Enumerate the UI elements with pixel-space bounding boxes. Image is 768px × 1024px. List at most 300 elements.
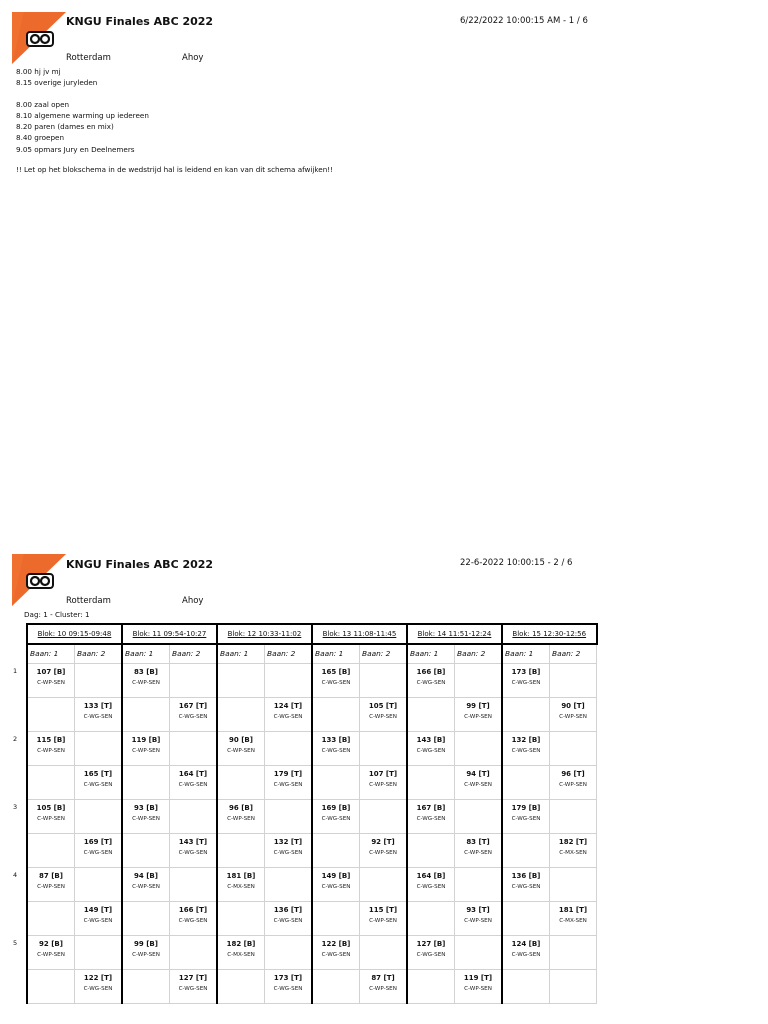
entry-cell [27, 731, 75, 765]
empty-cell [217, 969, 265, 1003]
block-header [502, 624, 597, 644]
lane-header: Baan: 2 [550, 644, 597, 663]
entry-number: 165 [T] [83, 769, 113, 778]
entry-number: 115 [T] [368, 905, 398, 914]
entry-number: 119 [B] [131, 735, 161, 744]
empty-cell [550, 935, 597, 969]
entry-number: 92 [T] [371, 837, 395, 846]
entry-cell [217, 799, 265, 833]
block-header-label: Blok: 13 11:08-11:45 [322, 630, 397, 638]
entry-number: 92 [B] [39, 939, 63, 948]
day-cluster-label: Dag: 1 - Cluster: 1 [24, 610, 90, 619]
empty-cell [122, 697, 170, 731]
round-number-cell [13, 765, 27, 799]
entry-category: C-WG-SEN [178, 713, 208, 720]
round-row-t [13, 765, 597, 799]
entry-category: C-WG-SEN [178, 917, 208, 924]
lane-header: Baan: 1 [312, 644, 360, 663]
empty-cell [455, 731, 503, 765]
entry-number: 107 [T] [368, 769, 398, 778]
entry-cell [265, 901, 313, 935]
entry-number: 164 [B] [416, 871, 446, 880]
entry-cell [455, 833, 503, 867]
lane-header: Baan: 1 [122, 644, 170, 663]
round-row-b [13, 867, 597, 901]
empty-cell [265, 799, 313, 833]
entry-cell [407, 867, 455, 901]
entry-category: C-MX-SEN [559, 917, 587, 924]
empty-cell [217, 765, 265, 799]
round-row-t [13, 901, 597, 935]
entry-cell [502, 867, 550, 901]
entry-category: C-WP-SEN [464, 985, 492, 992]
empty-cell [122, 969, 170, 1003]
empty-cell [312, 969, 360, 1003]
lane-header-row [13, 644, 597, 663]
empty-cell [455, 799, 503, 833]
empty-cell [75, 731, 123, 765]
empty-cell [75, 799, 123, 833]
entry-category: C-WG-SEN [178, 985, 208, 992]
lane-header: Baan: 2 [75, 644, 123, 663]
entry-category: C-WG-SEN [321, 747, 351, 754]
location-venue: Ahoy [182, 53, 204, 63]
entry-category: C-WG-SEN [321, 951, 351, 958]
entry-number: 143 [B] [416, 735, 446, 744]
empty-cell [170, 867, 218, 901]
entry-category: C-WP-SEN [369, 849, 397, 856]
entry-number: 96 [T] [561, 769, 585, 778]
round-row-t [13, 833, 597, 867]
entry-category: C-WG-SEN [83, 917, 113, 924]
entry-number: 181 [B] [226, 871, 256, 880]
entry-number: 122 [T] [83, 973, 113, 982]
empty-cell [407, 969, 455, 1003]
empty-cell [265, 867, 313, 901]
entry-category: C-WP-SEN [132, 679, 160, 686]
entry-category: C-WG-SEN [83, 781, 113, 788]
entry-number: 179 [B] [511, 803, 541, 812]
entry-cell [27, 799, 75, 833]
entry-cell [265, 697, 313, 731]
entry-category: C-WG-SEN [511, 883, 541, 890]
empty-cell [407, 901, 455, 935]
entry-category: C-WG-SEN [511, 815, 541, 822]
schedule-line: 8.20 paren (dames en mix) [16, 122, 114, 132]
page-meta: 6/22/2022 10:00:15 AM - 1 / 6 [460, 16, 588, 26]
round-row-b [13, 935, 597, 969]
empty-cell [217, 663, 265, 697]
lane-header: Baan: 2 [265, 644, 313, 663]
entry-category: C-WP-SEN [132, 951, 160, 958]
kngu-logo-icon [12, 554, 66, 610]
entry-number: 136 [B] [511, 871, 541, 880]
entry-number: 166 [B] [416, 667, 446, 676]
entry-category: C-WG-SEN [83, 849, 113, 856]
empty-cell [455, 663, 503, 697]
entry-category: C-WP-SEN [464, 917, 492, 924]
entry-category: C-WP-SEN [37, 679, 65, 686]
entry-number: 149 [B] [321, 871, 351, 880]
location-venue: Ahoy [182, 596, 204, 606]
entry-cell [312, 935, 360, 969]
entry-number: 83 [B] [134, 667, 158, 676]
entry-cell [360, 697, 408, 731]
empty-cell [265, 935, 313, 969]
entry-number: 99 [T] [466, 701, 490, 710]
schedule-line: 8.00 zaal open [16, 100, 70, 110]
entry-number: 87 [T] [371, 973, 395, 982]
entry-cell [312, 867, 360, 901]
entry-cell [217, 731, 265, 765]
lane-header: Baan: 2 [170, 644, 218, 663]
schedule-list [16, 66, 149, 155]
entry-category: C-WP-SEN [369, 917, 397, 924]
empty-cell [360, 935, 408, 969]
entry-category: C-WP-SEN [464, 849, 492, 856]
empty-cell [27, 833, 75, 867]
entry-cell [407, 663, 455, 697]
empty-cell [75, 663, 123, 697]
entry-cell [217, 867, 265, 901]
round-number-cell: 4 [13, 871, 18, 879]
empty-cell [265, 663, 313, 697]
entry-cell [170, 833, 218, 867]
empty-cell [217, 833, 265, 867]
block-header [27, 624, 122, 644]
entry-number: 133 [B] [321, 735, 351, 744]
empty-cell [312, 901, 360, 935]
round-number-cell [13, 624, 27, 644]
entry-category: C-WG-SEN [416, 815, 446, 822]
entry-number: 124 [T] [273, 701, 303, 710]
entry-number: 181 [T] [558, 905, 588, 914]
empty-cell [122, 765, 170, 799]
empty-cell [407, 765, 455, 799]
empty-cell [312, 697, 360, 731]
empty-cell [312, 765, 360, 799]
entry-category: C-WP-SEN [227, 747, 255, 754]
entry-number: 107 [B] [36, 667, 66, 676]
empty-cell [502, 969, 550, 1003]
entry-category: C-WG-SEN [178, 781, 208, 788]
round-number-cell: 3 [13, 803, 18, 811]
entry-number: 105 [B] [36, 803, 66, 812]
round-number-cell [13, 697, 27, 731]
empty-cell [312, 833, 360, 867]
entry-number: 127 [B] [416, 939, 446, 948]
entry-number: 132 [T] [273, 837, 303, 846]
round-number-cell: 1 [13, 667, 18, 675]
entry-number: 173 [T] [273, 973, 303, 982]
entry-cell [75, 969, 123, 1003]
entry-number: 173 [B] [511, 667, 541, 676]
entry-cell [170, 765, 218, 799]
lane-header: Baan: 1 [407, 644, 455, 663]
empty-cell [122, 833, 170, 867]
empty-cell [360, 799, 408, 833]
empty-cell [407, 833, 455, 867]
block-header-label: Blok: 15 12:30-12:56 [512, 630, 587, 638]
round-row-b [13, 799, 597, 833]
entry-number: 119 [T] [463, 973, 493, 982]
location-city: Rotterdam [66, 53, 111, 63]
entry-number: 182 [T] [558, 837, 588, 846]
entry-category: C-WG-SEN [511, 951, 541, 958]
entry-number: 143 [T] [178, 837, 208, 846]
entry-number: 124 [B] [511, 939, 541, 948]
empty-cell [122, 901, 170, 935]
entry-cell [360, 969, 408, 1003]
entry-category: C-WG-SEN [83, 713, 113, 720]
entry-category: C-WP-SEN [37, 747, 65, 754]
empty-cell [455, 867, 503, 901]
entry-number: 179 [T] [273, 769, 303, 778]
entry-category: C-WG-SEN [321, 815, 351, 822]
entry-category: C-WP-SEN [37, 815, 65, 822]
entry-cell [502, 799, 550, 833]
entry-category: C-WP-SEN [132, 883, 160, 890]
entry-number: 115 [B] [36, 735, 66, 744]
empty-cell [550, 731, 597, 765]
entry-category: C-WP-SEN [464, 781, 492, 788]
entry-category: C-WP-SEN [559, 781, 587, 788]
round-number-cell [13, 969, 27, 1003]
empty-cell [170, 731, 218, 765]
empty-cell [265, 731, 313, 765]
entry-cell [502, 731, 550, 765]
empty-cell [407, 697, 455, 731]
entry-number: 182 [B] [226, 939, 256, 948]
round-row-b [13, 663, 597, 697]
block-header-label: Blok: 14 11:51-12:24 [417, 630, 492, 638]
empty-cell [27, 765, 75, 799]
empty-cell [27, 901, 75, 935]
entry-category: C-WG-SEN [416, 883, 446, 890]
entry-cell [360, 765, 408, 799]
empty-cell [550, 799, 597, 833]
block-header [122, 624, 217, 644]
entry-number: 90 [T] [561, 701, 585, 710]
entry-category: C-WG-SEN [321, 679, 351, 686]
schedule-line: 9.05 opmars Jury en Deelnemers [16, 144, 135, 154]
entry-cell [360, 833, 408, 867]
entry-category: C-WP-SEN [464, 713, 492, 720]
empty-cell [360, 663, 408, 697]
entry-cell [550, 765, 597, 799]
entry-number: 83 [T] [466, 837, 490, 846]
lane-header: Baan: 1 [217, 644, 265, 663]
entry-number: 136 [T] [273, 905, 303, 914]
entry-cell [502, 935, 550, 969]
empty-cell [170, 799, 218, 833]
entry-number: 93 [B] [134, 803, 158, 812]
entry-cell [170, 901, 218, 935]
block-header [217, 624, 312, 644]
entry-cell [407, 731, 455, 765]
entry-category: C-WP-SEN [227, 815, 255, 822]
block-header-label: Blok: 10 09:15-09:48 [37, 630, 112, 638]
empty-cell [550, 663, 597, 697]
empty-cell [550, 969, 597, 1003]
lane-header: Baan: 2 [360, 644, 408, 663]
entry-category: C-WP-SEN [369, 713, 397, 720]
entry-category: C-WG-SEN [321, 883, 351, 890]
entry-cell [312, 663, 360, 697]
entry-cell [550, 833, 597, 867]
entry-category: C-WG-SEN [273, 849, 303, 856]
entry-category: C-WG-SEN [273, 781, 303, 788]
schedule-line: 8.40 groepen [16, 133, 65, 143]
empty-cell [455, 935, 503, 969]
entry-cell [27, 935, 75, 969]
entry-cell [265, 969, 313, 1003]
location-city: Rotterdam [66, 596, 111, 606]
entry-category: C-WP-SEN [37, 883, 65, 890]
empty-cell [27, 697, 75, 731]
entry-cell [360, 901, 408, 935]
round-row-t [13, 969, 597, 1003]
entry-category: C-WP-SEN [132, 815, 160, 822]
block-header-label: Blok: 11 09:54-10:27 [132, 630, 207, 638]
entry-cell [75, 765, 123, 799]
entry-number: 164 [T] [178, 769, 208, 778]
entry-number: 169 [B] [321, 803, 351, 812]
entry-cell [550, 901, 597, 935]
entry-cell [217, 935, 265, 969]
entry-cell [27, 867, 75, 901]
entry-category: C-WP-SEN [369, 985, 397, 992]
entry-number: 132 [B] [511, 735, 541, 744]
entry-cell [27, 663, 75, 697]
entry-category: C-WG-SEN [273, 917, 303, 924]
entry-category: C-WG-SEN [273, 985, 303, 992]
entry-cell [170, 969, 218, 1003]
page-meta: 22-6-2022 10:00:15 - 2 / 6 [460, 558, 573, 568]
schedule-line: 8.10 algemene warming up iedereen [16, 111, 149, 121]
empty-cell [170, 663, 218, 697]
entry-number: 166 [T] [178, 905, 208, 914]
entry-cell [455, 969, 503, 1003]
page-title: KNGU Finales ABC 2022 [66, 558, 214, 571]
entry-category: C-MX-SEN [227, 951, 255, 958]
entry-cell [265, 765, 313, 799]
entry-cell [550, 697, 597, 731]
block-header-label: Blok: 12 10:33-11:02 [227, 630, 302, 638]
entry-category: C-WG-SEN [416, 951, 446, 958]
entry-cell [170, 697, 218, 731]
empty-cell [502, 765, 550, 799]
round-row-b [13, 731, 597, 765]
entry-number: 167 [B] [416, 803, 446, 812]
block-header [407, 624, 502, 644]
round-number-cell: 5 [13, 939, 18, 947]
round-number-cell: 2 [13, 735, 18, 743]
lane-header: Baan: 1 [27, 644, 75, 663]
entry-category: C-WP-SEN [37, 951, 65, 958]
entry-cell [122, 663, 170, 697]
entry-number: 105 [T] [368, 701, 398, 710]
entry-category: C-MX-SEN [559, 849, 587, 856]
entry-cell [122, 935, 170, 969]
entry-cell [407, 935, 455, 969]
entry-category: C-WP-SEN [369, 781, 397, 788]
empty-cell [502, 697, 550, 731]
entry-category: C-MX-SEN [227, 883, 255, 890]
entry-category: C-WG-SEN [83, 985, 113, 992]
entry-number: 93 [T] [466, 905, 490, 914]
entry-category: C-WG-SEN [273, 713, 303, 720]
entry-category: C-WG-SEN [178, 849, 208, 856]
entry-category: C-WP-SEN [559, 713, 587, 720]
entry-number: 165 [B] [321, 667, 351, 676]
entry-category: C-WP-SEN [132, 747, 160, 754]
entry-number: 94 [T] [466, 769, 490, 778]
lane-header: Baan: 2 [455, 644, 503, 663]
entry-cell [122, 867, 170, 901]
entry-number: 169 [T] [83, 837, 113, 846]
entry-number: 133 [T] [83, 701, 113, 710]
entry-number: 99 [B] [134, 939, 158, 948]
block-header [312, 624, 407, 644]
empty-cell [360, 867, 408, 901]
block-schedule-grid [13, 623, 598, 1004]
entry-number: 167 [T] [178, 701, 208, 710]
entry-number: 94 [B] [134, 871, 158, 880]
page-title: KNGU Finales ABC 2022 [66, 15, 214, 28]
entry-category: C-WG-SEN [511, 747, 541, 754]
entry-cell [75, 833, 123, 867]
kngu-logo-icon [12, 12, 66, 68]
entry-category: C-WG-SEN [416, 747, 446, 754]
entry-cell [312, 731, 360, 765]
round-number-cell [13, 644, 27, 663]
entry-category: C-WG-SEN [511, 679, 541, 686]
lane-header: Baan: 1 [502, 644, 550, 663]
empty-cell [217, 901, 265, 935]
schedule-note: !! Let op het blokschema in de wedstrijd hal is leidend en kan van dit schema afwijken!! [16, 165, 334, 174]
empty-cell [360, 731, 408, 765]
entry-number: 87 [B] [39, 871, 63, 880]
round-row-t [13, 697, 597, 731]
entry-cell [455, 765, 503, 799]
entry-category: C-WG-SEN [416, 679, 446, 686]
round-number-cell [13, 833, 27, 867]
empty-cell [217, 697, 265, 731]
entry-number: 96 [B] [229, 803, 253, 812]
schedule-line [16, 88, 149, 99]
entry-cell [75, 901, 123, 935]
empty-cell [75, 867, 123, 901]
entry-number: 90 [B] [229, 735, 253, 744]
empty-cell [170, 935, 218, 969]
empty-cell [27, 969, 75, 1003]
entry-number: 122 [B] [321, 939, 351, 948]
entry-cell [455, 901, 503, 935]
schedule-line: 8.00 hj jv mj [16, 67, 61, 76]
empty-cell [502, 901, 550, 935]
schedule-line: 8.15 overige juryleden [16, 78, 98, 88]
entry-number: 149 [T] [83, 905, 113, 914]
entry-cell [312, 799, 360, 833]
entry-cell [455, 697, 503, 731]
entry-cell [75, 697, 123, 731]
entry-cell [122, 799, 170, 833]
block-header-row [13, 624, 597, 644]
entry-cell [502, 663, 550, 697]
empty-cell [550, 867, 597, 901]
empty-cell [75, 935, 123, 969]
